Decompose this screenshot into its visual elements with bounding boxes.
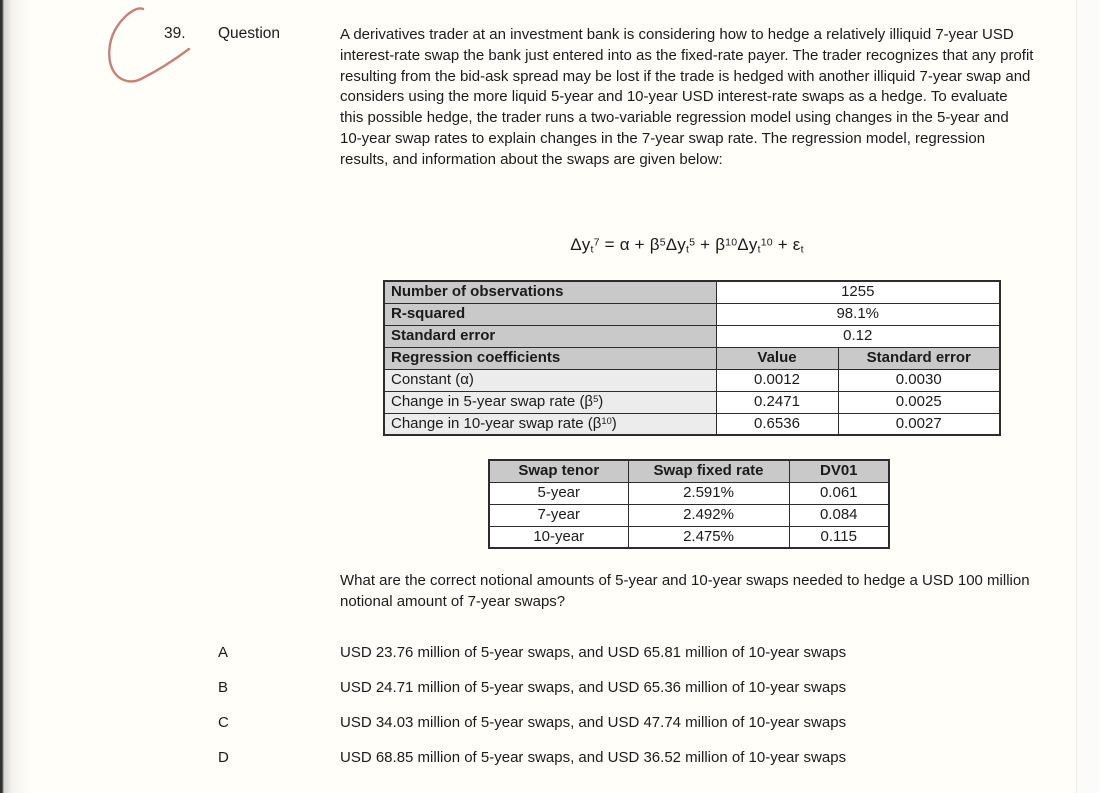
table-row [489, 504, 889, 526]
row-label: Constant (α) [384, 369, 716, 391]
option-text-b: USD 24.71 million of 5-year swaps, and USD 65.36 million of 10-year swaps [340, 679, 847, 696]
swap-fixed-rate: 2.591% [628, 482, 789, 504]
row-label: R-squared [384, 303, 716, 325]
row-label: Change in 5-year swap rate $(\beta^5)$ [384, 391, 716, 413]
row-value: 98.1% [716, 303, 1000, 325]
option-text-c: USD 34.03 million of 5-year swaps, and USD 47.74 million of 10-year swaps [340, 714, 847, 731]
regression-results-table [383, 280, 1001, 436]
swap-dv01: 0.061 [789, 482, 889, 504]
option-letter-c: C [218, 714, 229, 731]
column-header: Value [716, 347, 838, 369]
swap-tenor: 5-year [489, 482, 628, 504]
row-label: Change in 10-year swap rate $(\beta^{10})$ [384, 413, 716, 435]
column-header: Standard error [838, 347, 1000, 369]
coef-std-error: 0.0027 [838, 413, 1000, 435]
column-header: Swap fixed rate [628, 460, 789, 482]
table-row [384, 303, 1000, 325]
option-letter-a: A [218, 644, 229, 661]
option-letter-b: B [218, 679, 229, 696]
question-label: Question [218, 25, 281, 42]
column-header: Regression coefficients [384, 347, 716, 369]
coef-value: 0.0012 [716, 369, 838, 391]
column-header: Swap tenor [489, 460, 628, 482]
swap-fixed-rate: 2.492% [628, 504, 789, 526]
swap-dv01: 0.084 [789, 504, 889, 526]
regression-formula: $\Delta y_t^7 = \alpha + \beta^5\Delta y_t^5 + \beta^{10}\Delta y_t^{10} + \varepsilon_t$ [570, 235, 804, 256]
option-text-a: USD 23.76 million of 5-year swaps, and USD 65.81 million of 10-year swaps [340, 644, 847, 661]
swap-fixed-rate: 2.475% [628, 526, 789, 548]
row-label: Standard error [384, 325, 716, 347]
page-right-margin [1076, 0, 1099, 793]
swap-info-table [488, 459, 890, 549]
row-value: 0.12 [716, 325, 1000, 347]
table-row [384, 413, 1000, 435]
page-edge-shadow [0, 0, 34, 793]
option-letter-d: D [218, 749, 229, 766]
column-header: DV01 [789, 460, 889, 482]
swap-tenor: 10-year [489, 526, 628, 548]
table-row [384, 391, 1000, 413]
row-label: Number of observations [384, 281, 716, 303]
question-text: A derivatives trader at an investment bank is considering how to hedge a relatively illiquid 7-year USD interest-rate swap the bank just entered into as the fixed-rate payer. The trader recognizes that any profit resulting from the bid-ask spread may be lost if the trade is hedged with another illiquid 7-year swap and considers using the more liquid 5-year and 10-year USD interest-rate swaps as a hedge. To evaluate this possible hedge, the trader runs a two-variable regression model using changes in the 5-year and 10-year swap rates to explain changes in the 7-year swap rate. The regression model, regression results, and information about the swaps are given below: [340, 26, 1034, 168]
coef-std-error: 0.0025 [838, 391, 1000, 413]
table-row [489, 482, 889, 504]
row-value: 1255 [716, 281, 1000, 303]
question-number: 39. [164, 25, 186, 42]
red-pen-annotation-curve [103, 4, 195, 92]
table-row [384, 325, 1000, 347]
coef-std-error: 0.0030 [838, 369, 1000, 391]
swap-dv01: 0.115 [789, 526, 889, 548]
option-text-d: USD 68.85 million of 5-year swaps, and USD 36.52 million of 10-year swaps [340, 749, 847, 766]
table-row [384, 369, 1000, 391]
table-header-row [384, 347, 1000, 369]
swap-tenor: 7-year [489, 504, 628, 526]
coef-value: 0.2471 [716, 391, 838, 413]
question-prompt: What are the correct notional amounts of 5-year and 10-year swaps needed to hedge a USD 100 million notional amount of 7-year swaps? [340, 572, 1030, 610]
table-row [489, 526, 889, 548]
table-row [384, 281, 1000, 303]
table-header-row [489, 460, 889, 482]
coef-value: 0.6536 [716, 413, 838, 435]
